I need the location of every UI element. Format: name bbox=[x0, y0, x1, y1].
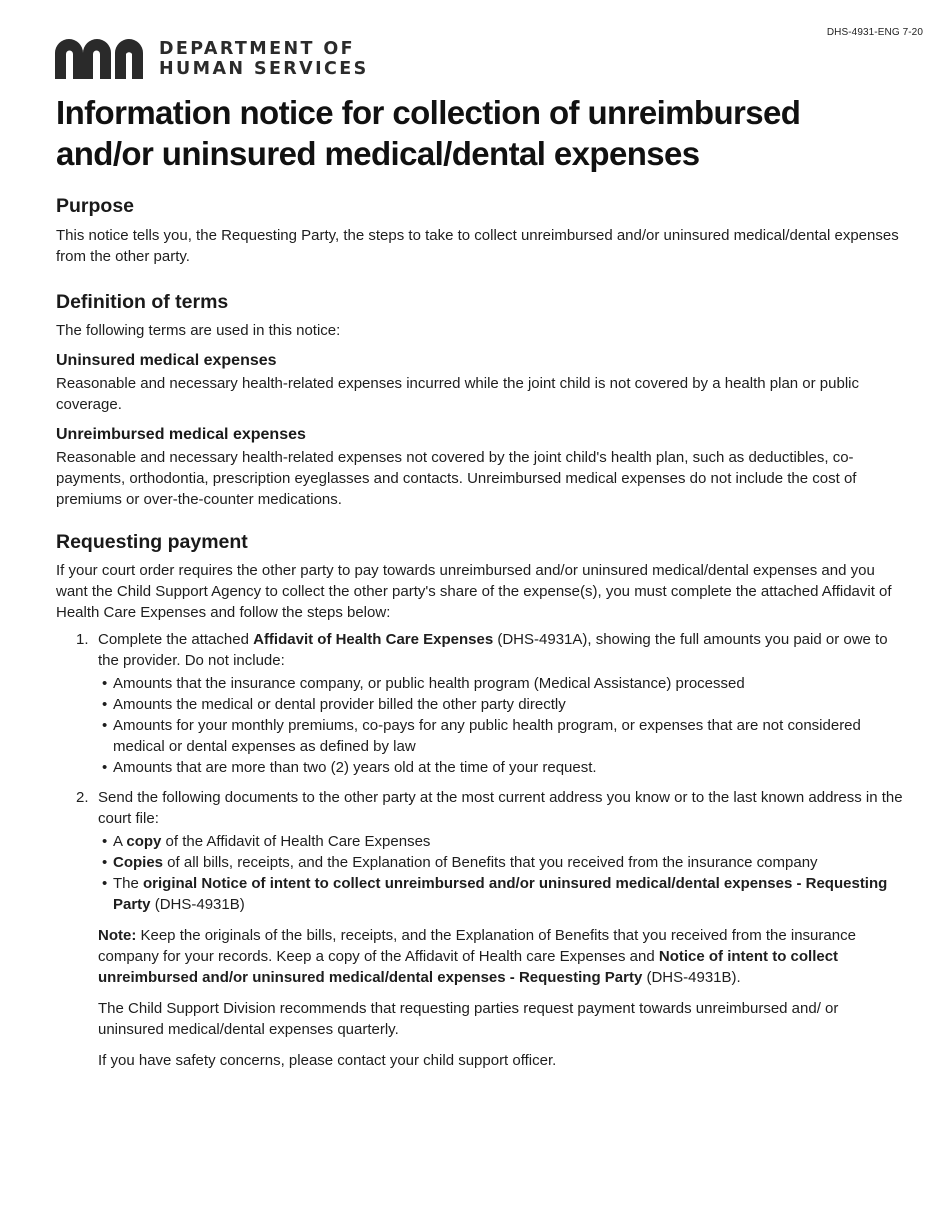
mn-logo-icon bbox=[55, 39, 145, 79]
notice-body bbox=[56, 194, 906, 1071]
unreimbursed-text: Reasonable and necessary health-related expenses not covered by the joint child's health plan, such as deductibles, co-payments, orthodontia, prescription eyeglasses and contacts. Unreimbursed medical expenses do not include the cost of premiums or over-the-counter medications. bbox=[56, 449, 857, 508]
step-1-post: (DHS-4931A), showing the full amounts you paid or owe to the provider. Do not include: bbox=[98, 631, 888, 669]
bullet-bold: original Notice of intent to collect unreimbursed and/or uninsured medical/dental expenses - Requesting Party bbox=[113, 875, 888, 913]
agency-line-2: HUMAN SERVICES bbox=[159, 59, 369, 79]
bullet-post: (DHS-4931B) bbox=[150, 896, 245, 913]
definitions-intro: The following terms are used in this notice: bbox=[56, 322, 341, 339]
bullet-icon: • bbox=[102, 875, 108, 892]
bullet-post: of all bills, receipts, and the Explanation of Benefits that you received from the insurance company bbox=[163, 854, 818, 871]
list-item bbox=[98, 757, 906, 778]
page-title bbox=[56, 92, 926, 174]
step-1-bold: Affidavit of Health Care Expenses bbox=[253, 631, 494, 648]
list-item bbox=[98, 873, 906, 915]
list-item bbox=[98, 694, 906, 715]
step-2-text: Send the following documents to the other party at the most current address you know or to the last known address in the court file: bbox=[98, 789, 903, 827]
note-post: (DHS-4931B). bbox=[642, 969, 741, 986]
purpose-text: This notice tells you, the Requesting Party, the steps to take to collect unreimbursed and/or uninsured medical/dental expenses from the other party. bbox=[56, 227, 899, 265]
bullet-text: Amounts that are more than two (2) years old at the time of your request. bbox=[113, 759, 597, 776]
note-label: Note: bbox=[98, 927, 137, 944]
bullet-pre: The bbox=[113, 875, 144, 892]
bullet-bold: Copies bbox=[113, 854, 164, 871]
bullet-bold: copy bbox=[126, 833, 162, 850]
uninsured-heading: Uninsured medical expenses bbox=[56, 352, 277, 369]
bullet-text: Amounts the medical or dental provider billed the other party directly bbox=[113, 696, 566, 713]
safety-text: If you have safety concerns, please contact your child support officer. bbox=[98, 1052, 557, 1069]
list-item bbox=[98, 715, 906, 757]
definitions-heading: Definition of terms bbox=[56, 291, 229, 313]
step-2-number: 2. bbox=[76, 789, 89, 806]
title-line-2: and/or uninsured medical/dental expenses bbox=[56, 135, 700, 172]
bullet-pre: A bbox=[113, 833, 127, 850]
step-1-bullets bbox=[98, 673, 906, 778]
recommendation-text: The Child Support Division recommends that requesting parties request payment towards unreimbursed and/ or uninsured medical/dental expenses quarterly. bbox=[98, 1000, 839, 1038]
agency-line-1: DEPARTMENT OF bbox=[159, 39, 355, 59]
bullet-icon: • bbox=[102, 696, 108, 713]
list-item bbox=[98, 852, 906, 873]
title-line-1: Information notice for collection of unreimbursed bbox=[56, 94, 801, 131]
note-bold: Notice of intent to collect unreimbursed and/or uninsured medical/dental expenses - Requesting Party bbox=[98, 948, 839, 986]
step-2 bbox=[56, 787, 906, 1071]
bullet-icon: • bbox=[102, 854, 108, 871]
bullet-icon: • bbox=[102, 759, 108, 776]
agency-logo bbox=[55, 39, 369, 79]
steps-list bbox=[56, 629, 906, 1071]
step-1-text bbox=[98, 629, 906, 671]
bullet-text: Amounts that the insurance company, or public health program (Medical Assistance) processed bbox=[113, 675, 745, 692]
step-2-bullets bbox=[98, 831, 906, 915]
bullet-icon: • bbox=[102, 717, 108, 734]
agency-name bbox=[159, 39, 369, 79]
step-1 bbox=[56, 629, 906, 778]
bullet-text: Amounts for your monthly premiums, co-pays for any public health program, or expenses that are not considered medical or dental expenses as defined by law bbox=[113, 717, 861, 755]
note-text: Keep the originals of the bills, receipts, and the Explanation of Benefits that you received from the insurance company for your records. Keep a copy of the Affidavit of Health care Expenses and bbox=[98, 927, 856, 965]
purpose-heading: Purpose bbox=[56, 195, 135, 217]
form-code: DHS-4931-ENG 7-20 bbox=[826, 27, 923, 38]
step-1-number: 1. bbox=[76, 631, 89, 648]
bullet-post: of the Affidavit of Health Care Expenses bbox=[161, 833, 431, 850]
bullet-icon: • bbox=[102, 675, 108, 692]
requesting-intro: If your court order requires the other party to pay towards unreimbursed and/or uninsured medical/dental expenses and you want the Child Support Agency to collect the other party's share of the expense(s), you must complete the attached Affidavit of Health Care Expenses and follow the steps below: bbox=[56, 562, 892, 621]
list-item bbox=[98, 831, 906, 852]
step-1-pre: Complete the attached bbox=[98, 631, 254, 648]
bullet-icon: • bbox=[102, 833, 108, 850]
uninsured-text: Reasonable and necessary health-related expenses incurred while the joint child is not covered by a health plan or public coverage. bbox=[56, 375, 859, 413]
note-paragraph bbox=[98, 925, 906, 988]
requesting-heading: Requesting payment bbox=[56, 531, 248, 553]
list-item bbox=[98, 673, 906, 694]
unreimbursed-heading: Unreimbursed medical expenses bbox=[56, 426, 306, 443]
